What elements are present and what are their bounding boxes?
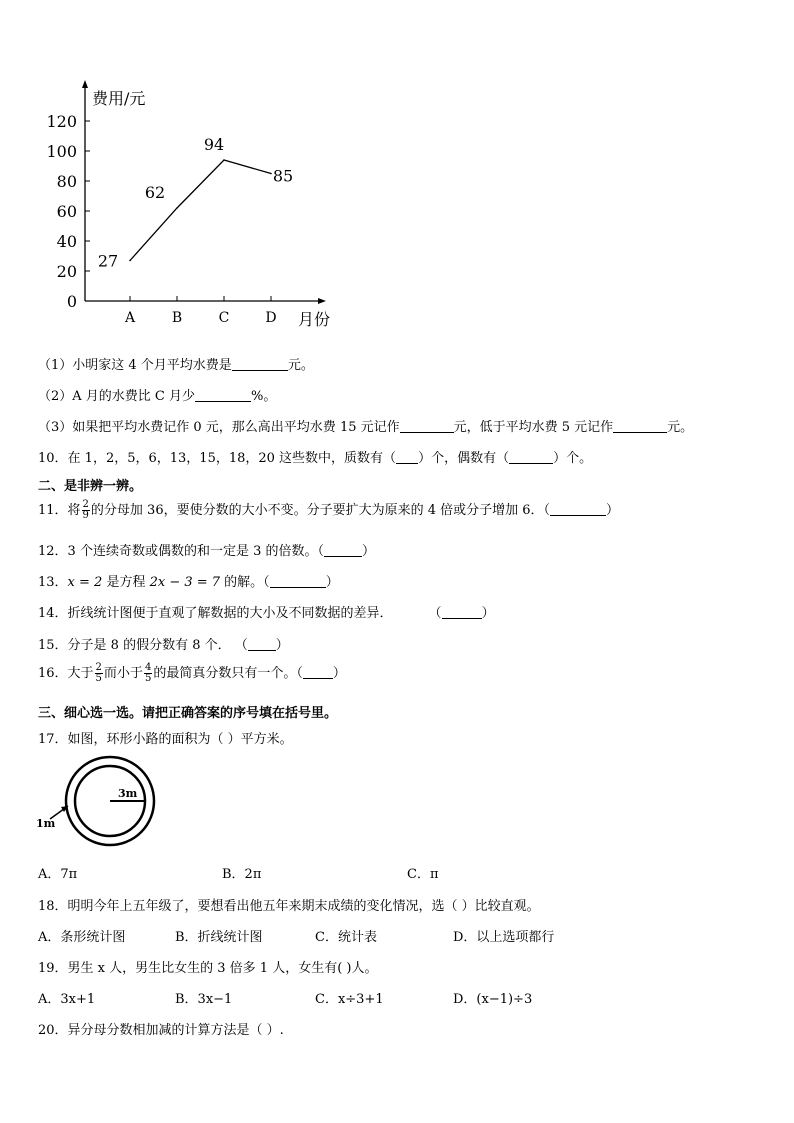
y-tick-label: 100 bbox=[46, 142, 77, 161]
q18-option-c[interactable]: C．统计表 bbox=[315, 930, 377, 945]
answer-blank[interactable] bbox=[396, 450, 418, 464]
section-3-heading: 三、细心选一选。请把正确答案的序号填在括号里。 bbox=[38, 706, 338, 721]
x-axis-label: 月份 bbox=[298, 310, 331, 329]
x-axis-arrow bbox=[318, 298, 326, 304]
ring-width-label: 1m bbox=[36, 817, 56, 830]
answer-blank[interactable] bbox=[550, 502, 606, 516]
data-label: 27 bbox=[97, 251, 119, 271]
q9-sub3: （3）如果把平均水费记作 0 元，那么高出平均水费 15 元记作 元，低于平均水费 5 元记作 元。 bbox=[38, 420, 694, 435]
y-tick-label: 0 bbox=[66, 292, 77, 311]
fraction: $\frac{2}{5}$ bbox=[95, 662, 102, 684]
q18-option-d[interactable]: D．以上选项都行 bbox=[453, 930, 555, 945]
y-axis-label: 费用/元 bbox=[92, 89, 146, 108]
answer-blank[interactable] bbox=[442, 605, 482, 619]
q9-sub1: （1）小明家这 4 个月平均水费是 元。 bbox=[38, 358, 314, 373]
q13: 13．x = 2 是方程 2x − 3 = 7 的解。（ ） bbox=[38, 575, 339, 590]
y-tick-label: 80 bbox=[56, 172, 77, 191]
section-2-heading: 二、是非辨一辨。 bbox=[38, 479, 143, 494]
q19-option-d[interactable]: D．(x−1)÷3 bbox=[453, 992, 533, 1007]
y-tick-label: 20 bbox=[56, 262, 77, 281]
answer-blank[interactable] bbox=[195, 388, 251, 402]
data-point bbox=[129, 260, 131, 262]
y-axis-arrow bbox=[82, 80, 88, 88]
answer-blank[interactable] bbox=[509, 450, 553, 464]
x-tick-label: D bbox=[265, 310, 277, 326]
q19-option-b[interactable]: B．3x−1 bbox=[175, 992, 233, 1007]
data-label: 94 bbox=[203, 135, 225, 154]
q11: 11．将 $\frac{2}{9}$ 的分母加 36，要使分数的大小不变。分子要扩大为原来的 4 倍或分子增加 6．（ ） bbox=[38, 499, 620, 521]
x-tick-label: B bbox=[171, 310, 183, 326]
inner-radius-label: 3m bbox=[118, 787, 138, 800]
q14: 14．折线统计图便于直观了解数据的大小及不同数据的差异． （ ） bbox=[38, 606, 495, 621]
answer-blank[interactable] bbox=[232, 357, 288, 371]
q20: 20．异分母分数相加减的计算方法是（ ）. bbox=[38, 1023, 284, 1038]
data-point bbox=[176, 207, 178, 209]
x-tick-label: C bbox=[218, 310, 230, 326]
q15: 15．分子是 8 的假分数有 8 个． （ ） bbox=[38, 638, 289, 653]
data-point bbox=[270, 173, 272, 175]
q19: 19．男生 x 人，男生比女生的 3 倍多 1 人，女生有( )人。 bbox=[38, 961, 378, 976]
answer-blank[interactable] bbox=[324, 543, 362, 557]
q18-option-a[interactable]: A．条形统计图 bbox=[38, 930, 126, 945]
q17-option-a[interactable]: A．7π bbox=[38, 867, 78, 882]
series-line bbox=[130, 160, 271, 261]
q19-option-a[interactable]: A．3x+1 bbox=[38, 992, 96, 1007]
y-tick-label: 120 bbox=[46, 112, 77, 131]
answer-blank[interactable] bbox=[270, 574, 326, 588]
answer-blank[interactable] bbox=[613, 419, 667, 433]
y-tick-label: 60 bbox=[56, 202, 77, 221]
fraction: $\frac{2}{9}$ bbox=[82, 499, 89, 521]
answer-blank[interactable] bbox=[248, 637, 276, 651]
q10: 10．在 1，2，5，6，13，15，18，20 这些数中，质数有（ ）个，偶数有（ ）个。 bbox=[38, 451, 593, 466]
q18-option-b[interactable]: B．折线统计图 bbox=[175, 930, 263, 945]
q17-option-b[interactable]: B．2π bbox=[222, 867, 262, 882]
ring-path-figure bbox=[30, 752, 160, 852]
answer-blank[interactable] bbox=[400, 419, 454, 433]
q12: 12．3 个连续奇数或偶数的和一定是 3 的倍数。（ ） bbox=[38, 544, 375, 559]
q16: 16．大于 $\frac{2}{5}$ 而小于 $\frac{4}{5}$ 的最简真分数只有一个。（ ） bbox=[38, 662, 346, 684]
q19-option-c[interactable]: C．x÷3+1 bbox=[315, 992, 384, 1007]
q17-option-c[interactable]: C．π bbox=[407, 867, 439, 882]
data-point bbox=[223, 159, 225, 161]
y-tick-label: 40 bbox=[56, 232, 77, 251]
line-chart bbox=[0, 0, 794, 340]
q9-sub2: （2）A 月的水费比 C 月少 %。 bbox=[38, 389, 277, 404]
fraction: $\frac{4}{5}$ bbox=[144, 662, 152, 684]
q18: 18．明明今年上五年级了，要想看出他五年来期末成绩的变化情况，选（ ）比较直观。 bbox=[38, 899, 540, 914]
q17: 17．如图，环形小路的面积为（ ）平方米。 bbox=[38, 732, 293, 747]
data-label: 85 bbox=[272, 166, 294, 186]
answer-blank[interactable] bbox=[303, 665, 333, 679]
x-tick-label: A bbox=[124, 310, 136, 326]
data-label: 62 bbox=[144, 183, 166, 202]
